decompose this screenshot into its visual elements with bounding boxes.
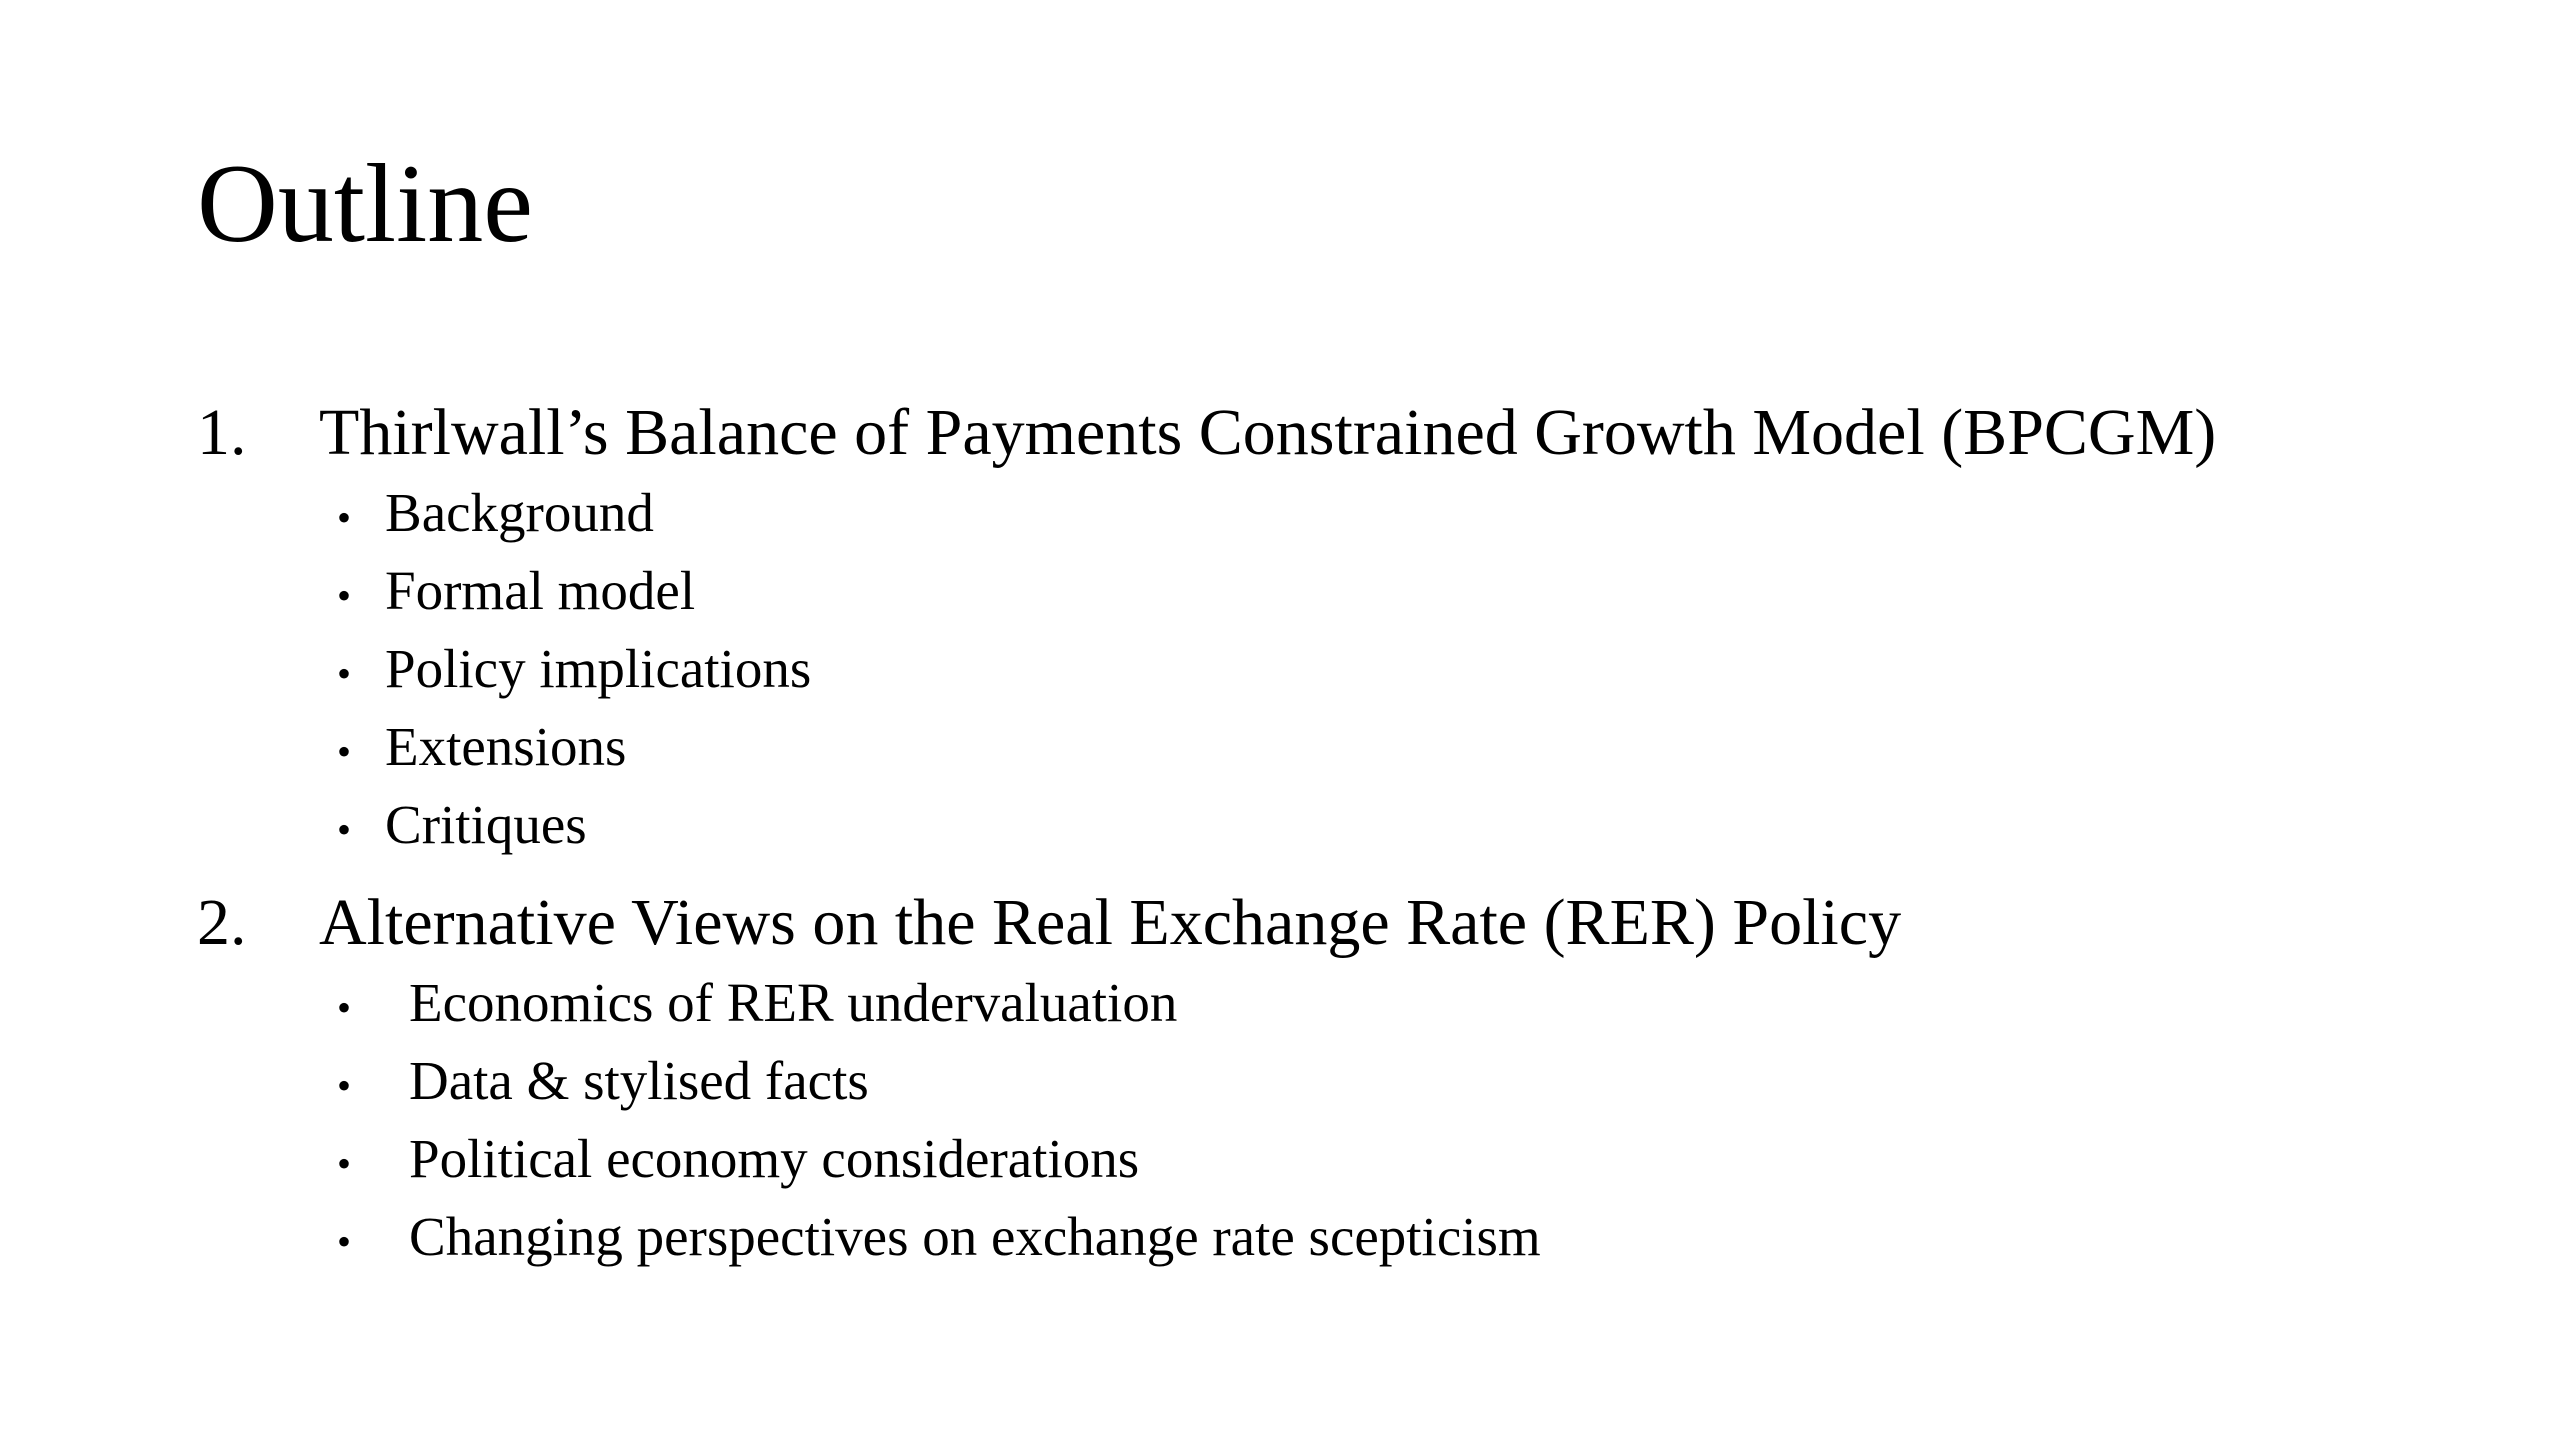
bullet-icon: • xyxy=(337,1063,352,1108)
list-item-label: Critiques xyxy=(385,794,587,855)
bullet-icon: • xyxy=(337,807,352,852)
bullet-icon: • xyxy=(337,1219,352,1264)
section-heading xyxy=(197,392,2497,474)
section-number: 2. xyxy=(197,886,247,959)
list-item xyxy=(197,474,2497,552)
list-item-label: Extensions xyxy=(385,716,627,777)
section-number: 1. xyxy=(197,396,247,469)
list-item xyxy=(197,1042,2497,1120)
section-title: Alternative Views on the Real Exchange Rate (RER) Policy xyxy=(319,886,1902,959)
list-item-label: Policy implications xyxy=(385,638,812,699)
outline-section-2 xyxy=(197,882,2497,1276)
list-item xyxy=(197,708,2497,786)
bullet-icon: • xyxy=(337,729,352,774)
list-item xyxy=(197,630,2497,708)
list-item xyxy=(197,964,2497,1042)
list-item xyxy=(197,1120,2497,1198)
sub-item-list xyxy=(197,474,2497,864)
list-item-label: Formal model xyxy=(385,560,696,621)
sub-item-list xyxy=(197,964,2497,1276)
section-title: Thirlwall’s Balance of Payments Constrained Growth Model (BPCGM) xyxy=(319,396,2217,469)
bullet-icon: • xyxy=(337,495,352,540)
bullet-icon: • xyxy=(337,573,352,618)
bullet-icon: • xyxy=(337,651,352,696)
bullet-icon: • xyxy=(337,1141,352,1186)
list-item-label: Political economy considerations xyxy=(409,1128,1140,1189)
list-item-label: Data & stylised facts xyxy=(409,1050,869,1111)
list-item xyxy=(197,1198,2497,1276)
section-heading xyxy=(197,882,2497,964)
slide-title: Outline xyxy=(197,142,533,266)
bullet-icon: • xyxy=(337,985,352,1030)
list-item-label: Changing perspectives on exchange rate scepticism xyxy=(409,1206,1541,1267)
list-item xyxy=(197,552,2497,630)
list-item xyxy=(197,786,2497,864)
list-item-label: Economics of RER undervaluation xyxy=(409,972,1178,1033)
list-item-label: Background xyxy=(385,482,654,543)
outline-section-1 xyxy=(197,392,2497,864)
